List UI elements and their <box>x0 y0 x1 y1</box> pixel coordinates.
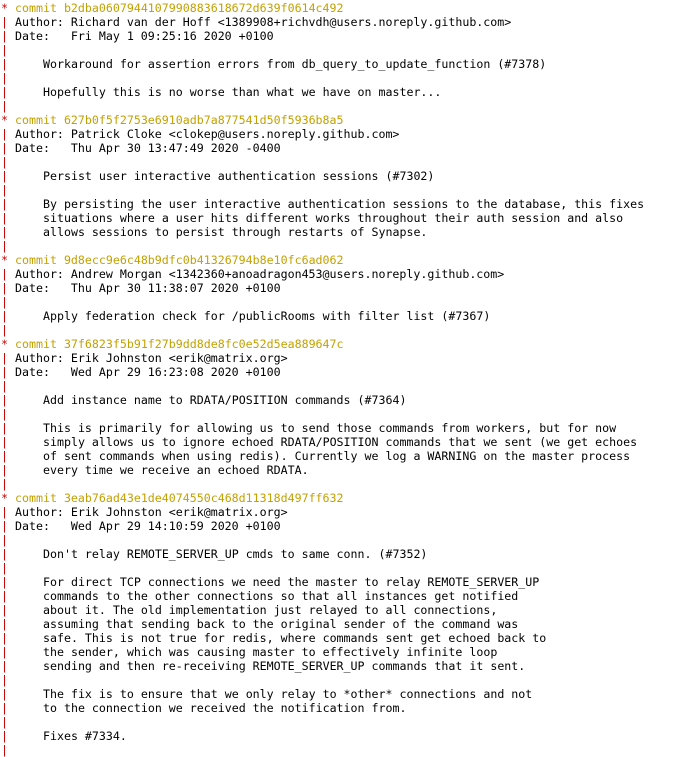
graph-pipe: | <box>1 393 8 407</box>
graph-commit-marker: * <box>1 113 8 127</box>
log-line <box>1 687 692 701</box>
graph-pipe: | <box>1 15 8 29</box>
graph-pipe: | <box>1 43 8 57</box>
log-line <box>1 127 692 141</box>
graph-pipe: | <box>1 715 8 729</box>
message-line: Workaround for assertion errors from db_query_to_update_function (#7378) <box>43 57 547 71</box>
log-line <box>1 645 692 659</box>
date-line: Date: Wed Apr 29 16:23:08 2020 +0100 <box>15 365 281 379</box>
commit-hash: b2dba0607944107990883618672d639f0614c492 <box>63 1 344 15</box>
log-line <box>1 253 692 267</box>
log-line <box>1 463 692 477</box>
log-line <box>1 15 692 29</box>
log-line <box>1 281 692 295</box>
graph-pipe: | <box>1 127 8 141</box>
graph-pipe: | <box>1 57 8 71</box>
graph-pipe: | <box>1 519 8 533</box>
log-line <box>1 197 692 211</box>
log-line <box>1 603 692 617</box>
graph-pipe: | <box>1 29 8 43</box>
graph-pipe: | <box>1 631 8 645</box>
graph-pipe: | <box>1 169 8 183</box>
message-line: the sender, which was causing master to effectively infinite loop <box>43 645 498 659</box>
message-line: Add instance name to RDATA/POSITION commands (#7364) <box>43 393 407 407</box>
graph-pipe: | <box>1 645 8 659</box>
log-line <box>1 701 692 715</box>
graph-pipe: | <box>1 617 8 631</box>
commit-label: commit <box>15 113 57 127</box>
message-line: to the connection we received the notification from. <box>43 701 407 715</box>
log-line <box>1 57 692 71</box>
log-line <box>1 225 692 239</box>
log-line <box>1 631 692 645</box>
graph-pipe: | <box>1 99 8 113</box>
graph-pipe: | <box>1 533 8 547</box>
graph-pipe: | <box>1 477 8 491</box>
graph-pipe: | <box>1 449 8 463</box>
message-line: of sent commands when using redis). Currently we log a WARNING on the master process <box>43 449 631 463</box>
commit-hash: 37f6823f5b91f27b9dd8de8fc0e52d5ea889647c <box>63 337 344 351</box>
message-line: This is primarily for allowing us to send those commands from workers, but for now <box>43 421 617 435</box>
graph-pipe: | <box>1 561 8 575</box>
graph-pipe: | <box>1 729 8 743</box>
graph-pipe: | <box>1 379 8 393</box>
log-line <box>1 673 692 687</box>
message-line: situations where a user hits different works throughout their auth session and also <box>43 211 624 225</box>
log-line <box>1 575 692 589</box>
log-line <box>1 1 692 15</box>
author-line: Author: Erik Johnston <erik@matrix.org> <box>15 505 288 519</box>
graph-pipe: | <box>1 351 8 365</box>
graph-pipe: | <box>1 673 8 687</box>
commit-hash: 3eab76ad43e1de4074550c468d11318d497ff632 <box>63 491 344 505</box>
graph-pipe: | <box>1 365 8 379</box>
commit-label: commit <box>15 337 57 351</box>
graph-pipe: | <box>1 211 8 225</box>
log-line <box>1 155 692 169</box>
log-line <box>1 505 692 519</box>
log-line <box>1 309 692 323</box>
date-line: Date: Thu Apr 30 11:38:07 2020 +0100 <box>15 281 281 295</box>
graph-pipe: | <box>1 295 8 309</box>
log-line <box>1 71 692 85</box>
graph-pipe: | <box>1 701 8 715</box>
log-line <box>1 407 692 421</box>
log-line <box>1 435 692 449</box>
message-line: about it. The old implementation just relayed to all connections, <box>43 603 498 617</box>
date-line: Date: Fri May 1 09:25:16 2020 +0100 <box>15 29 274 43</box>
commit-label: commit <box>15 253 57 267</box>
date-line: Date: Wed Apr 29 14:10:59 2020 +0100 <box>15 519 281 533</box>
author-line: Author: Andrew Morgan <1342360+anoadragon453@users.noreply.github.com> <box>15 267 505 281</box>
log-line <box>1 491 692 505</box>
commit-label: commit <box>15 1 57 15</box>
message-line: Fixes #7334. <box>43 729 127 743</box>
message-line: assuming that sending back to the original sender of the command was <box>43 617 519 631</box>
graph-pipe: | <box>1 183 8 197</box>
graph-commit-marker: * <box>1 337 8 351</box>
graph-pipe: | <box>1 603 8 617</box>
graph-pipe: | <box>1 659 8 673</box>
graph-pipe: | <box>1 323 8 337</box>
log-line <box>1 295 692 309</box>
graph-pipe: | <box>1 197 8 211</box>
message-line: For direct TCP connections we need the master to relay REMOTE_SERVER_UP <box>43 575 540 589</box>
log-line <box>1 323 692 337</box>
graph-pipe: | <box>1 505 8 519</box>
graph-commit-marker: * <box>1 491 8 505</box>
log-line <box>1 449 692 463</box>
message-line: Apply federation check for /publicRooms with filter list (#7367) <box>43 309 491 323</box>
graph-pipe: | <box>1 267 8 281</box>
commit-hash: 9d8ecc9e6c48b9dfc0b41326794b8e10fc6ad062 <box>63 253 344 267</box>
message-line: commands to the other connections so that all instances get notified <box>43 589 519 603</box>
graph-commit-marker: * <box>1 253 8 267</box>
log-line <box>1 729 692 743</box>
log-line <box>1 659 692 673</box>
log-line <box>1 561 692 575</box>
log-line <box>1 365 692 379</box>
log-line <box>1 547 692 561</box>
message-line: Persist user interactive authentication sessions (#7302) <box>43 169 435 183</box>
log-line <box>1 141 692 155</box>
message-line: The fix is to ensure that we only relay to *other* connections and not <box>43 687 533 701</box>
graph-pipe: | <box>1 71 8 85</box>
log-line <box>1 239 692 253</box>
log-line <box>1 715 692 729</box>
graph-pipe: | <box>1 141 8 155</box>
message-line: By persisting the user interactive authentication sessions to the database, this fixes <box>43 197 645 211</box>
log-line <box>1 29 692 43</box>
graph-commit-marker: * <box>1 1 8 15</box>
log-line <box>1 743 692 757</box>
message-line: safe. This is not true for redis, where commands sent get echoed back to <box>43 631 547 645</box>
graph-pipe: | <box>1 309 8 323</box>
author-line: Author: Patrick Cloke <clokep@users.noreply.github.com> <box>15 127 400 141</box>
log-line <box>1 393 692 407</box>
message-line: sending and then re-receiving REMOTE_SERVER_UP commands that it sent. <box>43 659 526 673</box>
log-line <box>1 533 692 547</box>
log-line <box>1 589 692 603</box>
graph-pipe: | <box>1 421 8 435</box>
log-line <box>1 113 692 127</box>
log-line <box>1 351 692 365</box>
message-line: allows sessions to persist through restarts of Synapse. <box>43 225 428 239</box>
date-line: Date: Thu Apr 30 13:47:49 2020 -0400 <box>15 141 281 155</box>
log-line <box>1 617 692 631</box>
log-line <box>1 183 692 197</box>
graph-pipe: | <box>1 239 8 253</box>
log-line <box>1 477 692 491</box>
graph-pipe: | <box>1 281 8 295</box>
message-line: Hopefully this is no worse than what we have on master... <box>43 85 442 99</box>
log-line <box>1 519 692 533</box>
log-line <box>1 43 692 57</box>
graph-pipe: | <box>1 575 8 589</box>
message-line: every time we receive an echoed RDATA. <box>43 463 309 477</box>
graph-pipe: | <box>1 155 8 169</box>
graph-pipe: | <box>1 407 8 421</box>
commit-label: commit <box>15 491 57 505</box>
log-line <box>1 169 692 183</box>
graph-pipe: | <box>1 743 8 757</box>
author-line: Author: Erik Johnston <erik@matrix.org> <box>15 351 288 365</box>
log-line <box>1 379 692 393</box>
log-line <box>1 421 692 435</box>
log-line <box>1 267 692 281</box>
graph-pipe: | <box>1 589 8 603</box>
author-line: Author: Richard van der Hoff <1389908+richvdh@users.noreply.github.com> <box>15 15 512 29</box>
graph-pipe: | <box>1 687 8 701</box>
log-line <box>1 211 692 225</box>
graph-pipe: | <box>1 435 8 449</box>
graph-pipe: | <box>1 463 8 477</box>
log-line <box>1 99 692 113</box>
graph-pipe: | <box>1 225 8 239</box>
log-line <box>1 337 692 351</box>
commit-hash: 627b0f5f2753e6910adb7a877541d50f5936b8a5 <box>63 113 344 127</box>
message-line: Don't relay REMOTE_SERVER_UP cmds to same conn. (#7352) <box>43 547 428 561</box>
log-line <box>1 85 692 99</box>
graph-pipe: | <box>1 85 8 99</box>
graph-pipe: | <box>1 547 8 561</box>
message-line: simply allows us to ignore echoed RDATA/POSITION commands that we sent (we get echoes <box>43 435 638 449</box>
